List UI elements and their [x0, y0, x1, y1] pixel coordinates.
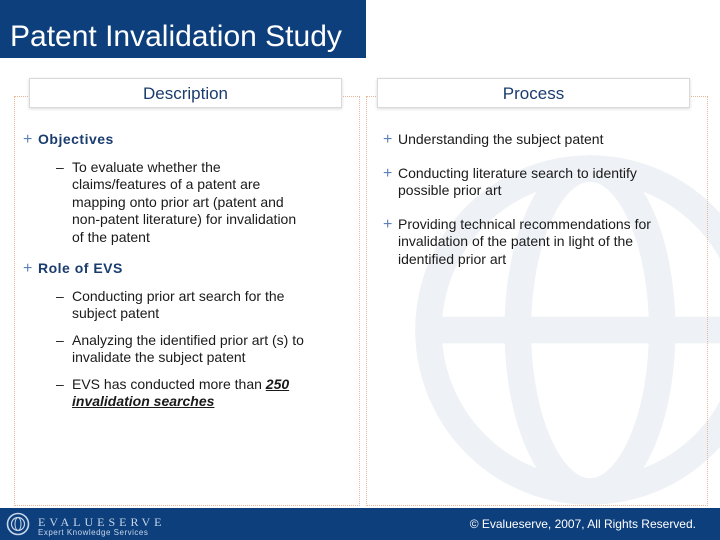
plus-bullet-icon: + — [383, 164, 393, 182]
page-title: Patent Invalidation Study — [10, 20, 342, 53]
role-sub-item — [22, 332, 352, 367]
logo-wordmark: EVALUESERVE — [38, 515, 166, 529]
searches-emphasis: invalidation searches — [72, 393, 215, 409]
sub-item-text: EVS has conducted more than — [72, 375, 266, 392]
process-step-line: Providing technical recommendations for — [398, 215, 651, 232]
process-step — [382, 165, 704, 200]
description-header: Description — [29, 78, 342, 108]
process-column — [382, 131, 704, 284]
process-step-line: invalidation of the patent in light of the — [398, 233, 634, 249]
dash-bullet-icon: – — [56, 287, 64, 304]
title-bar — [0, 0, 366, 58]
sub-item-line: To evaluate whether the — [72, 158, 221, 175]
plus-bullet-icon: + — [23, 260, 33, 277]
plus-bullet-icon: + — [23, 131, 33, 148]
process-step-line: Understanding the subject patent — [398, 131, 604, 147]
objectives-bullet — [22, 131, 352, 149]
sub-item-line: mapping onto prior art (patent and — [72, 193, 284, 210]
process-step — [382, 216, 704, 269]
sub-item-line — [72, 376, 352, 394]
process-header: Process — [377, 78, 690, 108]
role-label: Role of EVS — [38, 260, 123, 276]
sub-item-line: Analyzing the identified prior art (s) to — [72, 331, 304, 348]
objectives-sub-item — [22, 159, 352, 247]
process-step — [382, 131, 704, 149]
search-count: 250 — [265, 375, 290, 392]
dash-bullet-icon: – — [56, 158, 64, 175]
description-column — [22, 131, 352, 420]
role-sub-item — [22, 376, 352, 411]
sub-item-line: invalidate the subject patent — [72, 349, 246, 365]
footer-bar — [0, 508, 720, 540]
dash-bullet-icon: – — [56, 331, 64, 348]
sub-item-line: non-patent literature) for invalidation — [72, 211, 297, 227]
role-sub-item — [22, 288, 352, 323]
sub-item-line: of the patent — [72, 228, 150, 245]
process-step-line: Conducting literature search to identify — [398, 164, 637, 181]
plus-bullet-icon: + — [383, 215, 393, 233]
plus-bullet-icon: + — [383, 131, 393, 148]
process-step-line: possible prior art — [398, 182, 502, 198]
logo-tagline: Expert Knowledge Services — [38, 528, 149, 537]
role-bullet — [22, 260, 352, 278]
dash-bullet-icon: – — [56, 375, 64, 392]
sub-item-line: Conducting prior art search for the — [72, 287, 285, 304]
objectives-label: Objectives — [38, 131, 114, 147]
sub-item-line: subject patent — [72, 305, 160, 321]
evalueserve-logo-icon — [6, 512, 30, 536]
process-step-line: identified prior art — [398, 250, 507, 267]
copyright-text: © Evalueserve, 2007, All Rights Reserved. — [469, 517, 696, 531]
sub-item-line: claims/features of a patent are — [72, 176, 261, 192]
